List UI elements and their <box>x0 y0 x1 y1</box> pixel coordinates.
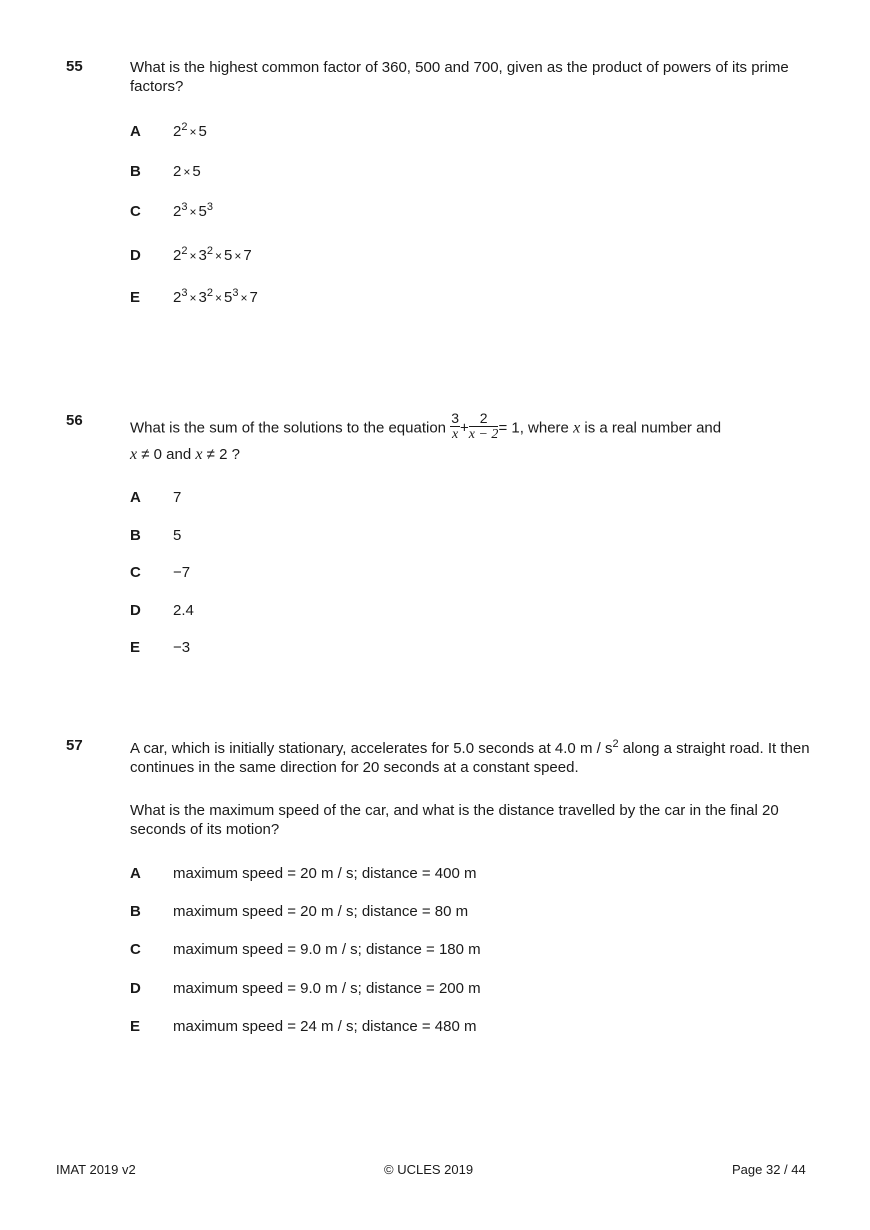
stem-text: A car, which is initially stationary, accelerates for 5.0 seconds at 4.0 m / s <box>130 740 613 757</box>
option-letter: D <box>130 980 141 997</box>
footer-exam-code: IMAT 2019 v2 <box>56 1162 136 1177</box>
option-text: $2^3 \times 3^2 \times 5^3 \times 7$ <box>173 287 258 306</box>
question-57-stem-1 <box>130 739 820 777</box>
fraction-2-over-x-minus-2 <box>469 411 499 442</box>
option-text: maximum speed = 20 m / s; distance = 400 m <box>173 865 477 882</box>
option-letter: B <box>130 527 141 544</box>
option-letter: C <box>130 564 141 581</box>
option-letter: E <box>130 639 141 656</box>
plus-sign: + <box>460 419 469 437</box>
question-number-55: 55 <box>66 58 83 75</box>
footer-copyright: © UCLES 2019 <box>384 1162 474 1177</box>
option-text: maximum speed = 24 m / s; distance = 480 m <box>173 1018 477 1035</box>
option-letter: B <box>130 903 141 920</box>
option-text: 2.4 <box>173 602 194 619</box>
option-letter: A <box>130 123 141 140</box>
option-letter: C <box>130 203 141 220</box>
option-letter: D <box>130 602 141 619</box>
option-letter: A <box>130 489 141 506</box>
option-text: −7 <box>173 564 191 581</box>
numerator: 3 <box>451 410 459 426</box>
question-57-stem-2: What is the maximum speed of the car, and what is the distance travelled by the car in the final 20 seconds of its motion? <box>130 802 779 838</box>
question-number-57: 57 <box>66 737 83 754</box>
option-text: −3 <box>173 639 191 656</box>
denominator: x <box>451 427 459 442</box>
option-text: 5 <box>173 527 182 544</box>
denominator: x − 2 <box>468 427 499 442</box>
numerator: 2 <box>469 411 499 427</box>
variable-x: x <box>130 446 138 463</box>
option-letter: B <box>130 163 141 180</box>
option-text: $2^2 \times 5$ <box>173 121 207 140</box>
question-55-stem: What is the highest common factor of 360, 500 and 700, given as the product of powers of its prime factors? <box>130 59 789 95</box>
stem-text: is a real number and <box>580 419 722 437</box>
option-text: $2^2 \times 3^2 \times 5 \times 7$ <box>173 245 252 264</box>
option-text: 2 × 5 <box>173 163 201 180</box>
option-letter: A <box>130 865 141 882</box>
option-text: maximum speed = 9.0 m / s; distance = 180 m <box>173 941 481 958</box>
option-text: $2^3 \times 5^3$ <box>173 201 213 220</box>
option-letter: E <box>130 1018 141 1035</box>
stem-text: What is the sum of the solutions to the equation <box>130 419 447 437</box>
superscript: 2 <box>612 738 619 750</box>
fraction-3-over-x <box>450 411 460 442</box>
question-56-stem <box>130 410 820 465</box>
stem-text: where <box>523 419 574 437</box>
variable-x: x <box>195 446 203 463</box>
option-letter: E <box>130 289 141 306</box>
stem-text: along a straight road. It then continues in the same direction for 20 seconds at a constant speed. <box>130 740 810 776</box>
footer-page-number: Page 32 / 44 <box>732 1162 806 1177</box>
condition-text: ≠ 2 ? <box>202 446 240 463</box>
option-letter: C <box>130 941 141 958</box>
option-text: maximum speed = 9.0 m / s; distance = 200 m <box>173 980 481 997</box>
option-text: 7 <box>173 489 182 506</box>
option-letter: D <box>130 247 141 264</box>
variable-x: x <box>573 419 581 437</box>
option-text: maximum speed = 20 m / s; distance = 80 m <box>173 903 469 920</box>
question-number-56: 56 <box>66 412 83 429</box>
condition-text: ≠ 0 and <box>137 446 196 463</box>
equals-one: = 1, <box>498 419 524 437</box>
